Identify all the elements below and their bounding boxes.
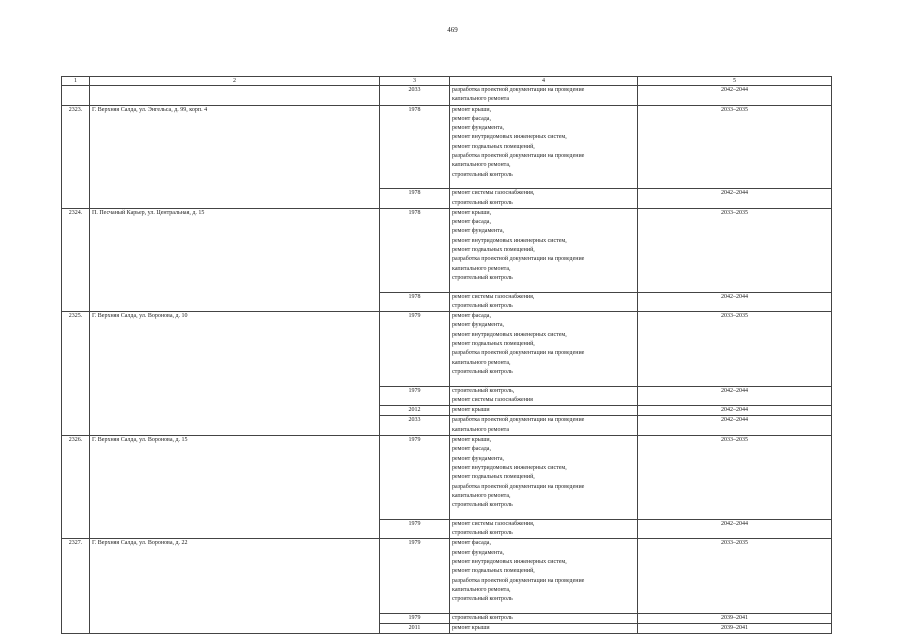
table-row xyxy=(62,105,832,189)
works-cell xyxy=(450,86,638,106)
works-cell xyxy=(450,312,638,386)
work-item: разработка проектной документации на проведение xyxy=(452,483,585,490)
work-item: ремонт подвальных помещений, xyxy=(452,474,535,481)
work-item: ремонт фасада, xyxy=(452,540,491,547)
row-number xyxy=(62,86,90,106)
table-row xyxy=(62,436,832,520)
building-address: Г. Верхняя Салда, ул. Воронова, д. 15 xyxy=(90,436,380,539)
period-cell: 2039–2041 xyxy=(638,613,832,623)
year-cell: 1978 xyxy=(380,105,450,189)
work-item: капитального ремонта, xyxy=(452,162,511,169)
works-cell xyxy=(450,189,638,209)
works-cell xyxy=(450,105,638,189)
row-number: 2326. xyxy=(62,436,90,539)
work-item: разработка проектной документации на проведение xyxy=(452,153,585,160)
works-cell xyxy=(450,406,638,416)
work-item: ремонт внутридомовых инженерных систем, xyxy=(452,134,567,141)
works-cell xyxy=(450,386,638,406)
period-cell: 2042–2044 xyxy=(638,292,832,312)
work-item: ремонт подвальных помещений, xyxy=(452,143,535,150)
period-cell: 2033–2035 xyxy=(638,312,832,386)
work-item: ремонт фундамента, xyxy=(452,455,504,462)
year-cell: 2012 xyxy=(380,406,450,416)
work-item: разработка проектной документации на проведение xyxy=(452,87,585,93)
row-number: 2325. xyxy=(62,312,90,436)
year-cell: 1979 xyxy=(380,519,450,539)
period-cell: 2042–2044 xyxy=(638,519,832,539)
works-cell xyxy=(450,292,638,312)
table-row xyxy=(62,539,832,613)
work-item: ремонт системы газоснабжения, xyxy=(452,520,535,527)
year-cell: 1978 xyxy=(380,292,450,312)
works-cell xyxy=(450,539,638,613)
building-address: Г. Верхняя Салда, ул. Энгельса, д. 99, корп. 4 xyxy=(90,105,380,208)
table-row xyxy=(62,86,832,106)
building-address: Г. Верхняя Салда, ул. Воронова, д. 10 xyxy=(90,312,380,436)
work-item: ремонт фундамента, xyxy=(452,228,504,235)
period-cell: 2042–2044 xyxy=(638,416,832,436)
works-cell xyxy=(450,436,638,520)
work-item: строительный контроль xyxy=(452,368,513,375)
table-row xyxy=(62,208,832,292)
work-item: капитального ремонта, xyxy=(452,586,511,593)
period-cell: 2033–2035 xyxy=(638,208,832,292)
work-item: ремонт фасада, xyxy=(452,219,491,226)
year-cell: 1978 xyxy=(380,208,450,292)
row-number: 2324. xyxy=(62,208,90,311)
work-item: строительный контроль xyxy=(452,302,513,309)
work-item: строительный контроль xyxy=(452,502,513,509)
work-item: строительный контроль xyxy=(452,274,513,281)
work-item: ремонт фундамента, xyxy=(452,549,504,556)
work-item: ремонт внутридомовых инженерных систем, xyxy=(452,331,567,338)
work-item: строительный контроль xyxy=(452,596,513,603)
work-item: ремонт крыши xyxy=(452,407,490,414)
table-header-row xyxy=(62,77,832,86)
year-cell: 1979 xyxy=(380,613,450,623)
work-item: капитального ремонта, xyxy=(452,265,511,272)
header-col-2: 2 xyxy=(90,77,380,86)
year-cell: 1979 xyxy=(380,436,450,520)
building-address: Г. Верхняя Салда, ул. Воронова, д. 22 xyxy=(90,539,380,634)
year-cell: 2033 xyxy=(380,86,450,106)
work-item: ремонт фасада, xyxy=(452,115,491,122)
period-cell: 2033–2035 xyxy=(638,539,832,613)
work-item: строительный контроль, xyxy=(452,387,515,394)
year-cell: 2033 xyxy=(380,416,450,436)
work-item: ремонт системы газоснабжения, xyxy=(452,190,535,197)
work-item: ремонт внутридомовых инженерных систем, xyxy=(452,237,567,244)
table-body xyxy=(62,86,832,634)
work-item: ремонт внутридомовых инженерных систем, xyxy=(452,558,567,565)
period-cell: 2042–2044 xyxy=(638,86,832,106)
work-item: разработка проектной документации на проведение xyxy=(452,350,585,357)
work-item: капитального ремонта, xyxy=(452,492,511,499)
year-cell: 1979 xyxy=(380,539,450,613)
header-col-4: 4 xyxy=(450,77,638,86)
work-item: ремонт фасада, xyxy=(452,313,491,320)
work-item: строительный контроль xyxy=(452,171,513,178)
work-item: ремонт системы газоснабжения xyxy=(452,396,533,403)
header-col-1: 1 xyxy=(62,77,90,86)
work-item: капитального ремонта xyxy=(452,96,510,103)
period-cell: 2042–2044 xyxy=(638,386,832,406)
building-address: П. Песчаный Карьер, ул. Центральная, д. 15 xyxy=(90,208,380,311)
work-item: ремонт фундамента, xyxy=(452,125,504,132)
building-address xyxy=(90,86,380,106)
work-item: разработка проектной документации на проведение xyxy=(452,577,585,584)
works-cell xyxy=(450,208,638,292)
period-cell: 2039–2041 xyxy=(638,624,832,634)
year-cell: 1979 xyxy=(380,312,450,386)
work-item: капитального ремонта, xyxy=(452,359,511,366)
work-item: ремонт крыши, xyxy=(452,106,492,113)
period-cell: 2042–2044 xyxy=(638,189,832,209)
work-item: ремонт подвальных помещений, xyxy=(452,247,535,254)
works-cell xyxy=(450,624,638,634)
work-item: ремонт крыши xyxy=(452,625,490,631)
work-item: ремонт крыши, xyxy=(452,437,492,444)
work-item: ремонт фасада, xyxy=(452,446,491,453)
work-item: строительный контроль xyxy=(452,614,513,621)
work-item: разработка проектной документации на проведение xyxy=(452,417,585,424)
capital-repair-table xyxy=(61,76,832,634)
period-cell: 2033–2035 xyxy=(638,105,832,189)
work-item: разработка проектной документации на проведение xyxy=(452,256,585,263)
work-item: ремонт системы газоснабжения, xyxy=(452,293,535,300)
table-row xyxy=(62,312,832,386)
work-item: строительный контроль xyxy=(452,199,513,206)
work-item: ремонт подвальных помещений, xyxy=(452,568,535,575)
header-col-5: 5 xyxy=(638,77,832,86)
year-cell: 1978 xyxy=(380,189,450,209)
row-number: 2327. xyxy=(62,539,90,634)
year-cell: 1979 xyxy=(380,386,450,406)
work-item: ремонт фундамента, xyxy=(452,322,504,329)
page-number: 469 xyxy=(447,26,458,34)
document-sheet xyxy=(61,76,831,634)
year-cell: 2011 xyxy=(380,624,450,634)
works-cell xyxy=(450,519,638,539)
period-cell: 2042–2044 xyxy=(638,406,832,416)
works-cell xyxy=(450,613,638,623)
work-item: ремонт крыши, xyxy=(452,209,492,216)
works-cell xyxy=(450,416,638,436)
work-item: строительный контроль xyxy=(452,530,513,537)
header-col-3: 3 xyxy=(380,77,450,86)
row-number: 2323. xyxy=(62,105,90,208)
work-item: капитального ремонта xyxy=(452,426,510,433)
work-item: ремонт подвальных помещений, xyxy=(452,341,535,348)
period-cell: 2033–2035 xyxy=(638,436,832,520)
work-item: ремонт внутридомовых инженерных систем, xyxy=(452,464,567,471)
